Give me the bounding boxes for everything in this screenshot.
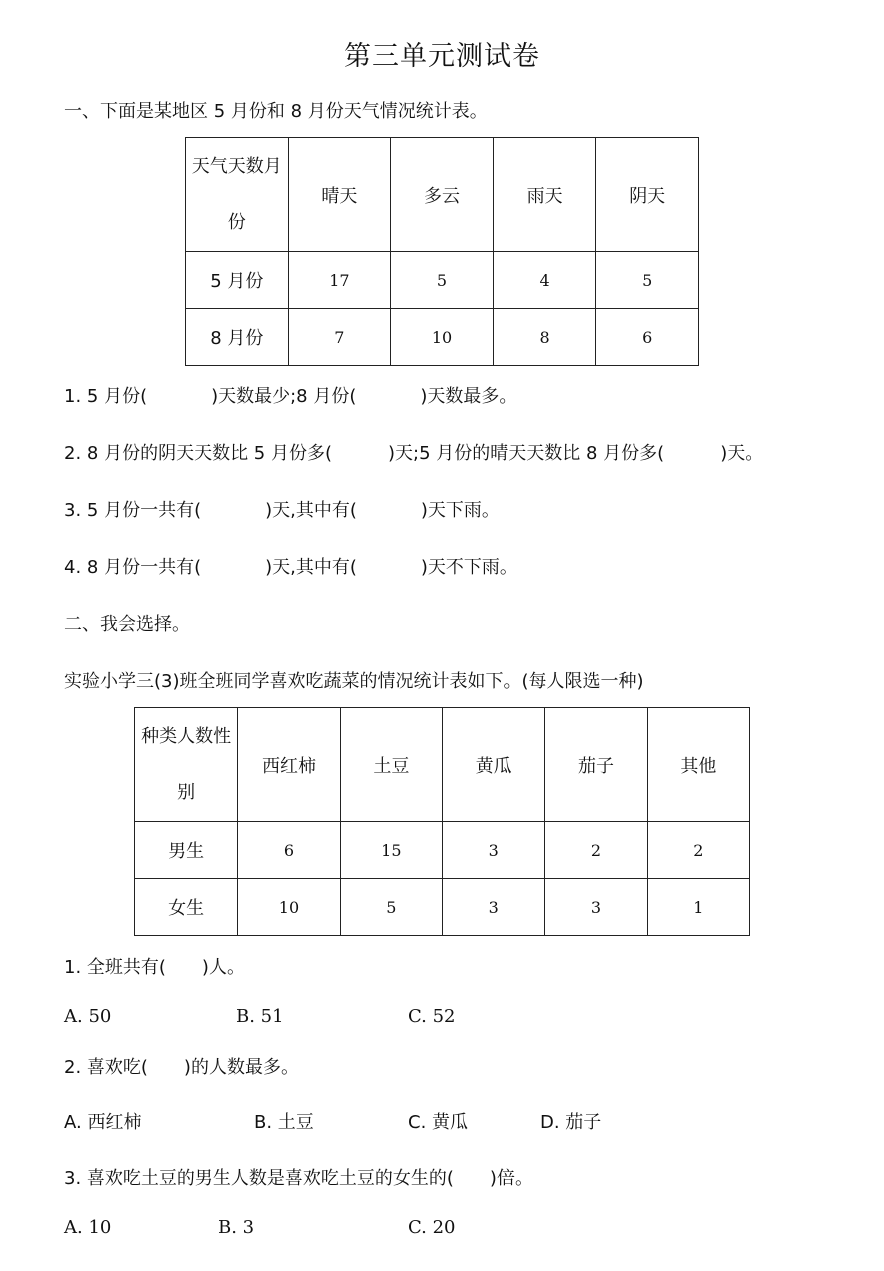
table-row [186,252,699,309]
question-text: 1. 全班共有( [64,957,166,978]
header-cell: 土豆 [340,708,442,822]
option-b[interactable]: B. 3 [218,1217,255,1238]
question-2-2 [64,1055,299,1081]
option-a[interactable]: A. 10 [64,1217,112,1238]
table-header-row [186,138,699,252]
table-cell: 6 [238,822,340,879]
table-cell: 5 [391,252,494,309]
table-row [135,879,750,936]
option-b[interactable]: B. 51 [236,1006,284,1027]
table-row [135,822,750,879]
question-2-1 [64,955,245,981]
header-cell: 雨天 [493,138,596,252]
question-1-4 [64,555,518,581]
question-text: )倍。 [489,1168,533,1189]
table-cell: 3 [443,822,545,879]
table-cell: 3 [443,879,545,936]
corner-line-1: 天气天数月 [191,155,282,177]
header-cell: 其他 [647,708,749,822]
section1-heading: 一、下面是某地区 5 月份和 8 月份天气情况统计表。 [64,101,488,122]
section2-intro: 实验小学三(3)班全班同学喜欢吃蔬菜的情况统计表如下。(每人限选一种) [64,671,644,692]
vegetable-table [134,707,750,936]
question-text: )天,其中有( [265,500,357,521]
option-c[interactable]: C. 20 [408,1217,456,1238]
option-a[interactable]: A. 西红柿 [64,1112,142,1133]
option-a[interactable]: A. 50 [64,1006,112,1027]
table-cell: 10 [391,309,494,366]
question-text: 2. 喜欢吃( [64,1057,148,1078]
table-cell: 6 [596,309,699,366]
question-text: )天下雨。 [420,500,500,521]
header-cell: 茄子 [545,708,647,822]
question-text: )天不下雨。 [420,557,518,578]
table-cell: 4 [493,252,596,309]
header-cell: 西红柿 [238,708,340,822]
header-cell: 多云 [391,138,494,252]
table-cell: 15 [340,822,442,879]
question-text: 4. 8 月份一共有( [64,557,202,578]
question-text: )天,其中有( [265,557,357,578]
table-cell: 5 [596,252,699,309]
section2-heading: 二、我会选择。 [64,614,190,635]
row-label: 8 月份 [186,309,289,366]
header-cell: 阴天 [596,138,699,252]
option-d[interactable]: D. 茄子 [540,1112,602,1133]
row-label: 男生 [135,822,238,879]
question-text: )人。 [201,957,245,978]
option-c[interactable]: C. 黄瓜 [408,1112,469,1133]
question-text: )天;5 月份的晴天天数比 8 月份多( [388,443,665,464]
page-title: 第三单元测试卷 [344,41,540,72]
option-c[interactable]: C. 52 [408,1006,456,1027]
row-label: 女生 [135,879,238,936]
header-cell: 黄瓜 [443,708,545,822]
table-cell: 2 [647,822,749,879]
table-cell: 5 [340,879,442,936]
question-1-1 [64,384,517,410]
weather-table [185,137,699,366]
table-cell: 2 [545,822,647,879]
question-text: )天数最少;8 月份( [211,386,357,407]
table-header-row [135,708,750,822]
question-text: )天数最多。 [420,386,518,407]
corner-line-2: 份 [227,211,246,233]
question-text: )的人数最多。 [183,1057,299,1078]
question-text: 1. 5 月份( [64,386,148,407]
question-1-2 [64,441,763,467]
table-cell: 7 [288,309,391,366]
table-row [186,309,699,366]
corner-line-1: 种类人数性 [141,725,232,747]
row-label: 5 月份 [186,252,289,309]
question-1-3 [64,498,500,524]
question-2-3 [64,1166,533,1192]
table-corner-cell [135,708,238,822]
table-cell: 3 [545,879,647,936]
question-text: )天。 [720,443,764,464]
question-text: 2. 8 月份的阴天天数比 5 月份多( [64,443,332,464]
table-cell: 1 [647,879,749,936]
option-b[interactable]: B. 土豆 [254,1112,314,1133]
table-corner-cell [186,138,289,252]
corner-line-2: 别 [177,781,196,803]
table-cell: 8 [493,309,596,366]
table-cell: 10 [238,879,340,936]
question-text: 3. 5 月份一共有( [64,500,202,521]
header-cell: 晴天 [288,138,391,252]
question-text: 3. 喜欢吃土豆的男生人数是喜欢吃土豆的女生的( [64,1168,454,1189]
table-cell: 17 [288,252,391,309]
